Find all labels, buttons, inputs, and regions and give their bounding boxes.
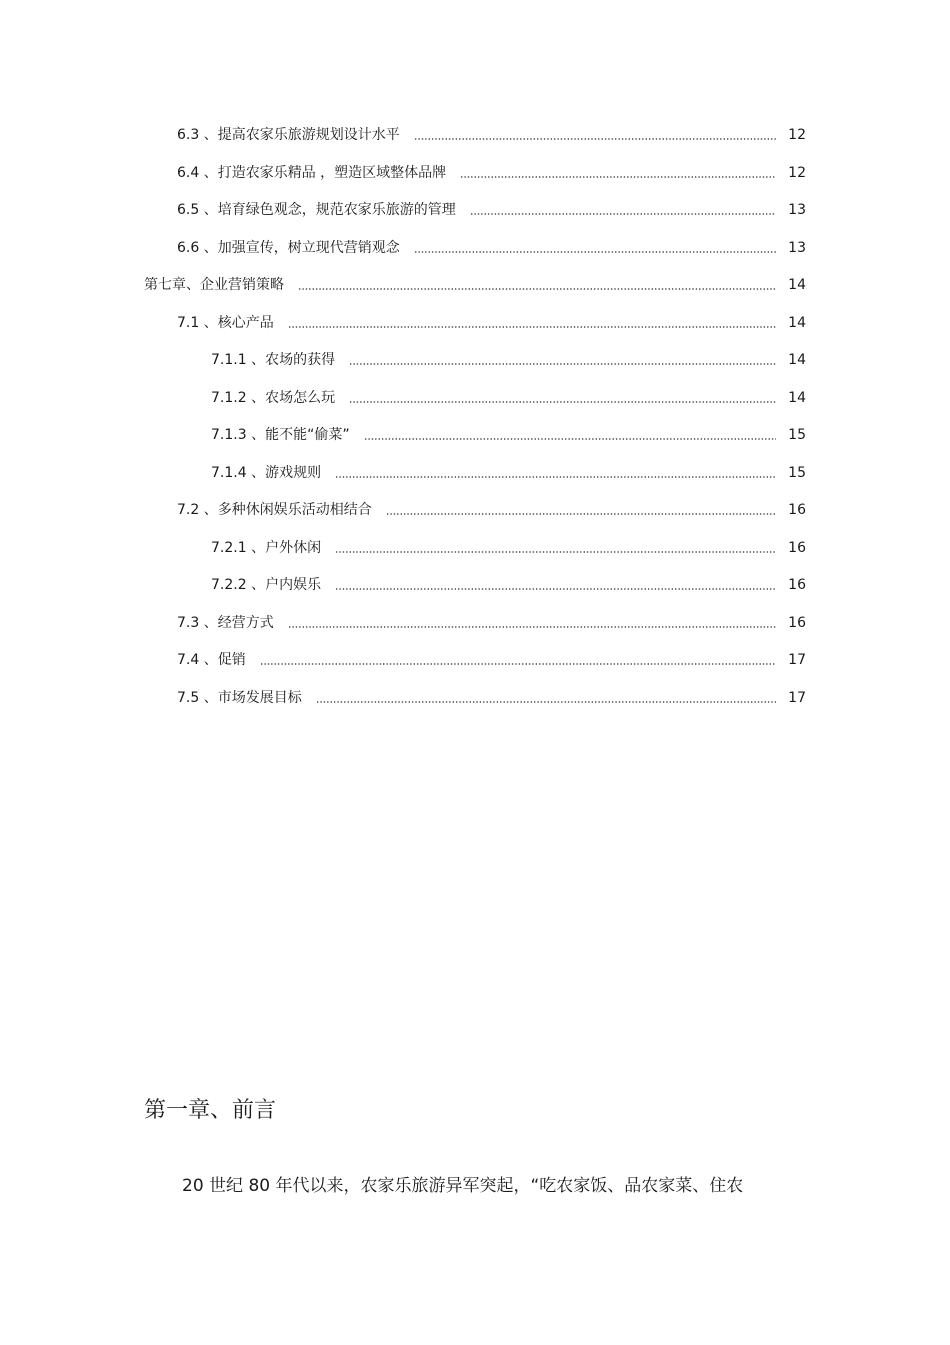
- toc-leader-dots: [364, 438, 776, 440]
- toc-entry-page: 16: [788, 615, 806, 631]
- toc-leader-dots: [298, 288, 776, 290]
- toc-leader-dots: [414, 138, 776, 140]
- toc-leader-dots: [288, 626, 776, 628]
- toc-entry[interactable]: [211, 462, 806, 484]
- toc-entry[interactable]: [177, 312, 806, 334]
- toc-entry-title: 7.5 、市场发展目标: [177, 690, 302, 706]
- toc-entry-title: 7.1 、核心产品: [177, 315, 274, 331]
- toc-entry-title: 7.2 、多种休闲娱乐活动相结合: [177, 502, 372, 518]
- toc-leader-dots: [288, 326, 776, 328]
- toc-entry-page: 15: [788, 427, 806, 443]
- chapter-heading: 第一章、前言: [144, 1098, 277, 1123]
- toc-entry-page: 13: [788, 202, 806, 218]
- toc-entry-title: 7.2.1 、户外休闲: [211, 540, 322, 556]
- toc-leader-dots: [316, 701, 776, 703]
- toc-entry-title: 7.1.2 、农场怎么玩: [211, 390, 336, 406]
- toc-entry[interactable]: [177, 649, 806, 671]
- toc-entry[interactable]: [177, 162, 806, 184]
- toc-leader-dots: [349, 401, 776, 403]
- toc-entry-page: 15: [788, 465, 806, 481]
- toc-entry-page: 16: [788, 540, 806, 556]
- toc-entry-page: 14: [788, 352, 806, 368]
- toc-leader-dots: [349, 363, 776, 365]
- toc-entry[interactable]: [211, 537, 806, 559]
- toc-entry-title: 第七章、企业营销策略: [144, 277, 284, 293]
- body-paragraph: 20 世纪 80 年代以来，农家乐旅游异军突起，“吃农家饭、品农家菜、住农: [182, 1176, 744, 1196]
- toc-entry-title: 7.1.1 、农场的获得: [211, 352, 336, 368]
- toc-entry-title: 6.4 、打造农家乐精品 ，塑造区域整体品牌: [177, 165, 447, 181]
- toc-leader-dots: [460, 176, 776, 178]
- toc-leader-dots: [470, 213, 776, 215]
- toc-entry-page: 12: [788, 165, 806, 181]
- toc-entry-page: 12: [788, 127, 806, 143]
- toc-entry[interactable]: [211, 574, 806, 596]
- toc-entry-page: 16: [788, 502, 806, 518]
- toc-entry-title: 7.3 、经营方式: [177, 615, 274, 631]
- toc-leader-dots: [386, 513, 776, 515]
- toc-leader-dots: [335, 588, 776, 590]
- toc-entry[interactable]: [177, 199, 806, 221]
- toc-leader-dots: [414, 251, 776, 253]
- toc-entry[interactable]: [211, 424, 806, 446]
- toc-entry-title: 6.6 、加强宣传，树立现代营销观念: [177, 240, 400, 256]
- toc-entry-page: 14: [788, 315, 806, 331]
- toc-entry[interactable]: [177, 612, 806, 634]
- toc-entry[interactable]: [211, 387, 806, 409]
- toc-entry[interactable]: [177, 687, 806, 709]
- toc-entry-title: 7.4 、促销: [177, 652, 246, 668]
- toc-entry-page: 14: [788, 390, 806, 406]
- toc-entry-title: 7.2.2 、户内娱乐: [211, 577, 322, 593]
- toc-entry[interactable]: [177, 499, 806, 521]
- toc-entry[interactable]: [144, 274, 806, 296]
- toc-entry[interactable]: [211, 349, 806, 371]
- toc-entry-page: 14: [788, 277, 806, 293]
- toc-entry-title: 7.1.4 、游戏规则: [211, 465, 322, 481]
- toc-leader-dots: [335, 476, 776, 478]
- toc-entry-title: 7.1.3 、能不能“偷菜”: [211, 427, 350, 443]
- toc-entry-page: 17: [788, 652, 806, 668]
- toc-entry-title: 6.3 、提高农家乐旅游规划设计水平: [177, 127, 400, 143]
- toc-entry-page: 17: [788, 690, 806, 706]
- toc-leader-dots: [335, 551, 776, 553]
- toc-entry-page: 16: [788, 577, 806, 593]
- toc-leader-dots: [260, 663, 776, 665]
- toc-entry-page: 13: [788, 240, 806, 256]
- toc-entry[interactable]: [177, 237, 806, 259]
- toc-entry-title: 6.5 、培育绿色观念，规范农家乐旅游的管理: [177, 202, 456, 218]
- toc-entry[interactable]: [177, 124, 806, 146]
